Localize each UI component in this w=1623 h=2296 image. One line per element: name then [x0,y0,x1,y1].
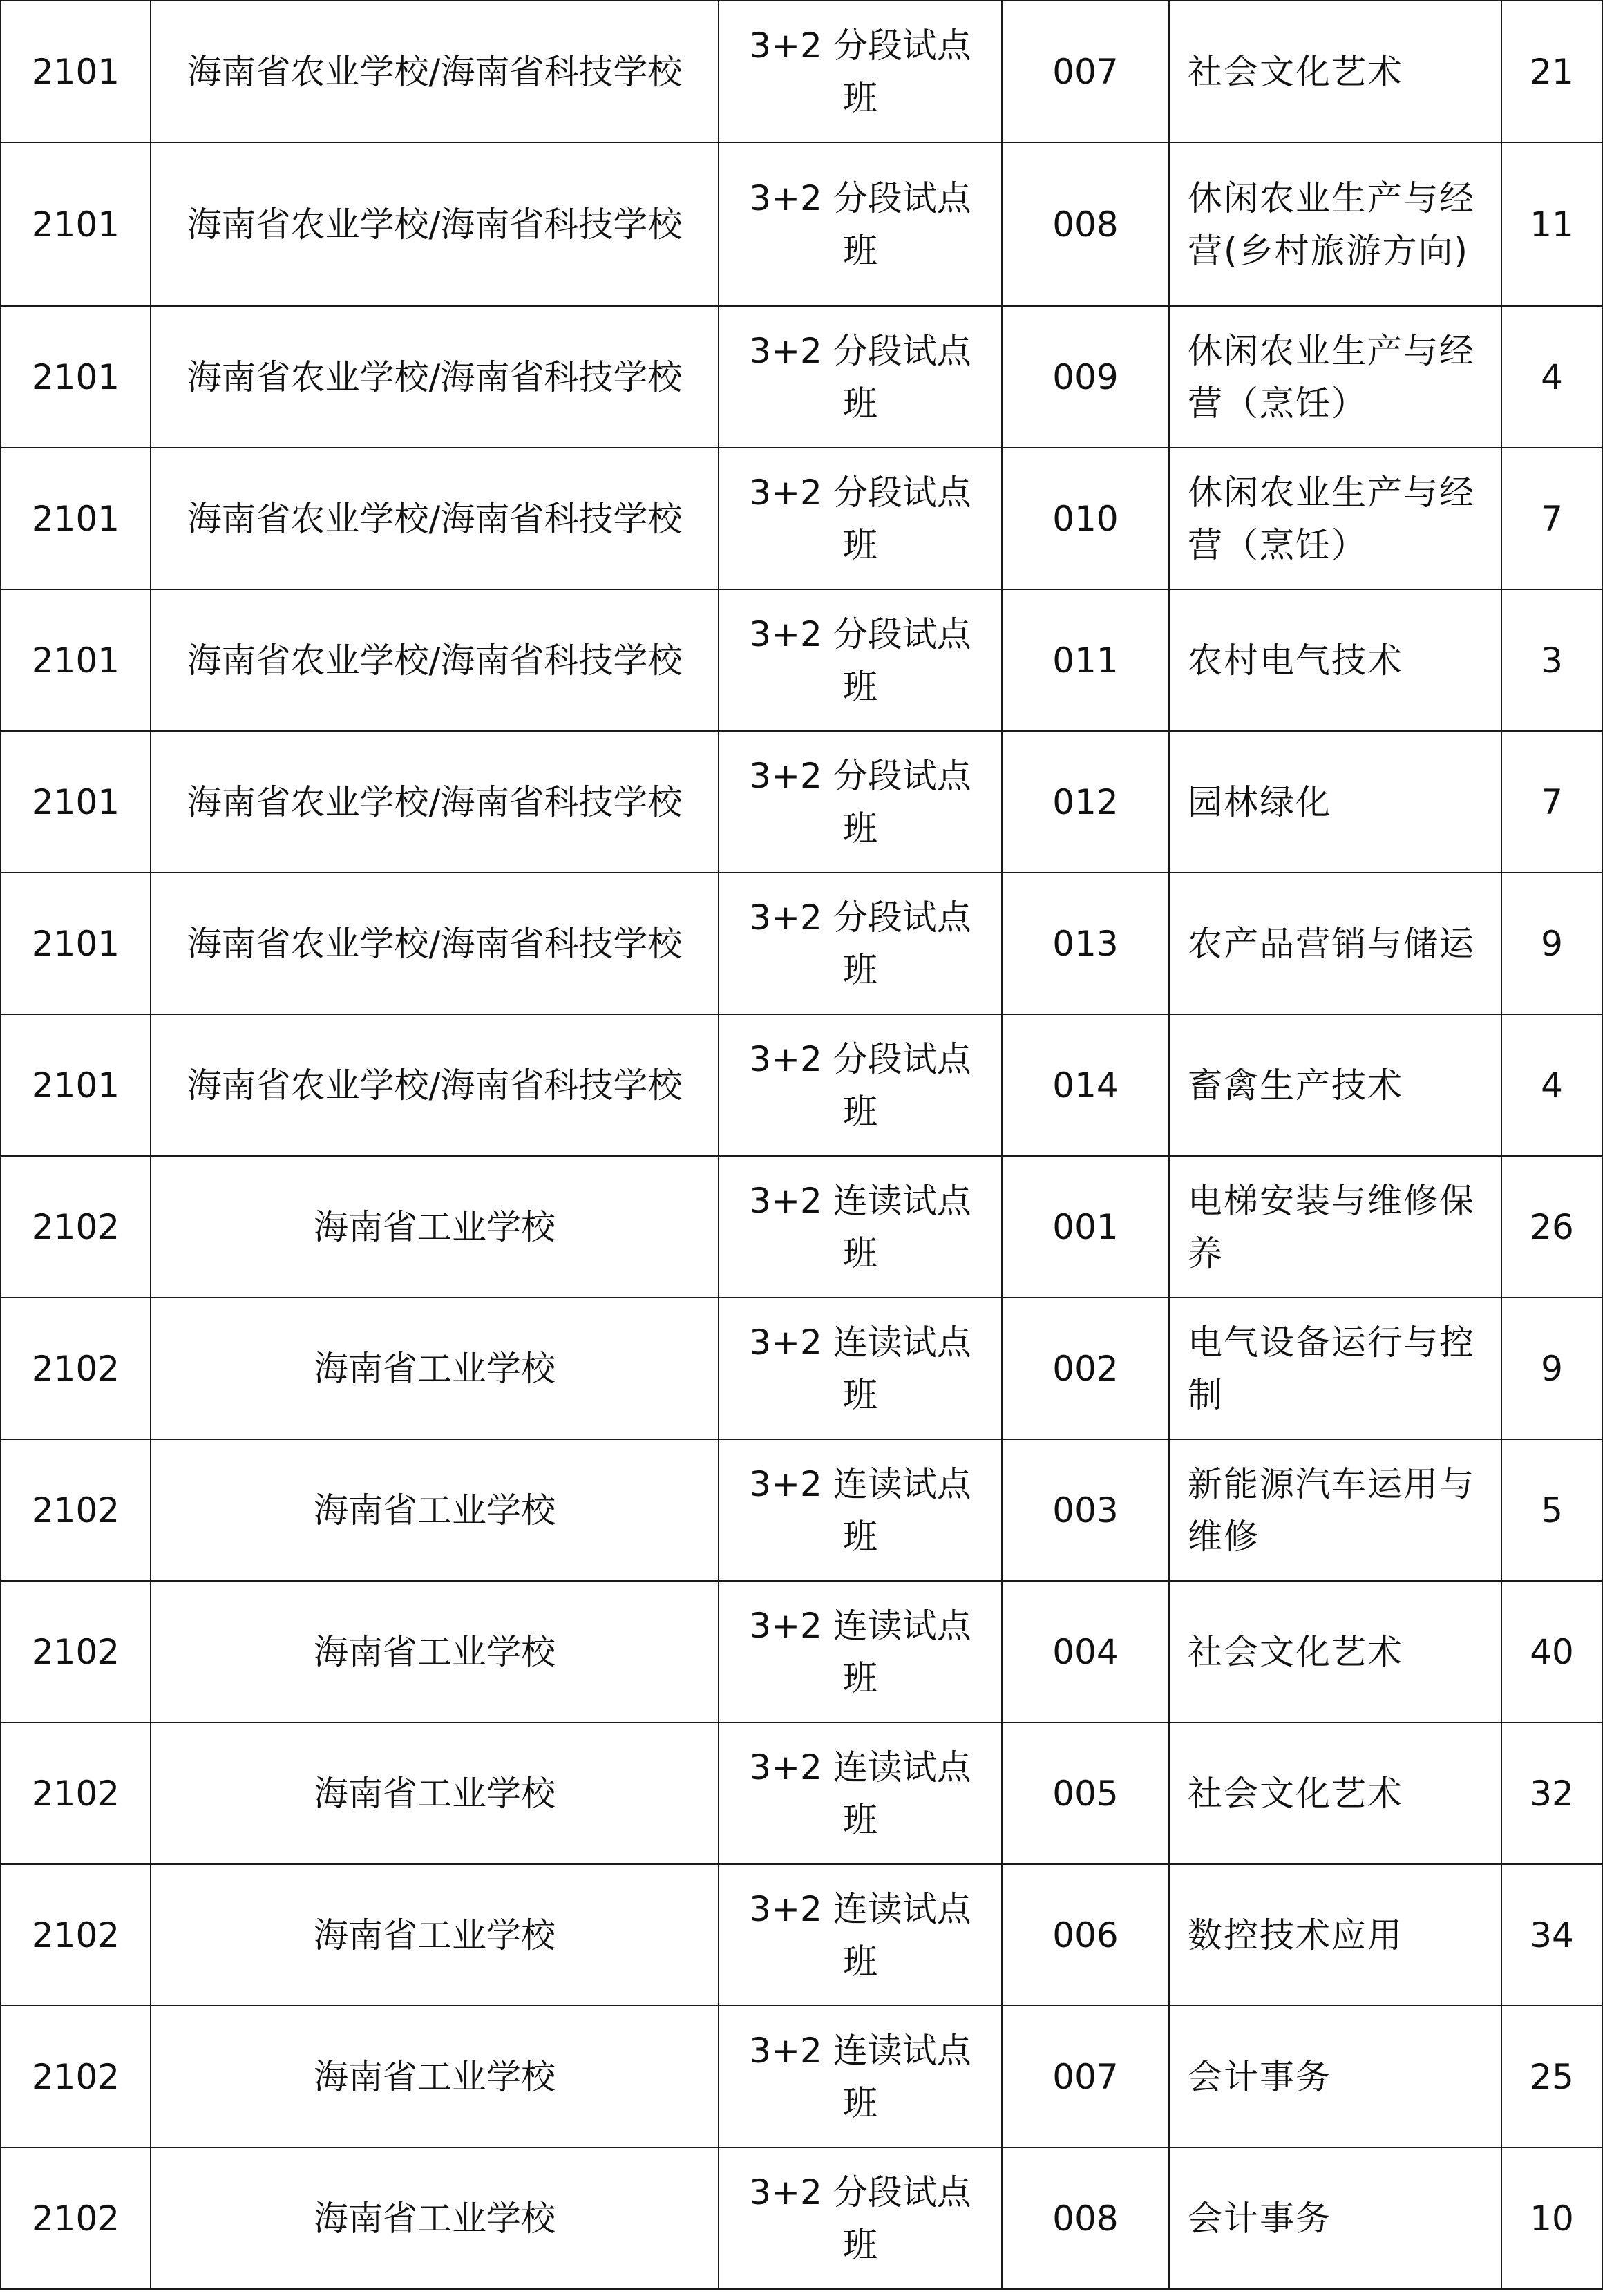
quota-count-cell: 5 [1501,1439,1602,1581]
school-name-cell: 海南省工业学校 [151,2006,719,2147]
program-type-cell: 3+2 连读试点班 [719,2006,1002,2147]
program-type-cell: 3+2 分段试点班 [719,306,1002,448]
quota-count-cell: 40 [1501,1581,1602,1723]
program-type-cell: 3+2 连读试点班 [719,1864,1002,2006]
school-name-cell: 海南省农业学校/海南省科技学校 [151,731,719,873]
major-name-cell: 社会文化艺术 [1169,1723,1501,1864]
school-name-cell: 海南省工业学校 [151,1439,719,1581]
quota-count-cell: 7 [1501,731,1602,873]
major-code-cell: 008 [1002,2147,1169,2289]
table-row [1,1156,1602,1298]
school-code-cell: 2101 [1,731,151,873]
school-code-cell: 2101 [1,306,151,448]
major-code-cell: 004 [1002,1581,1169,1723]
school-code-cell: 2102 [1,1581,151,1723]
school-code-cell: 2102 [1,2147,151,2289]
school-code-cell: 2102 [1,1156,151,1298]
table-row [1,1864,1602,2006]
school-code-cell: 2102 [1,2006,151,2147]
program-type-cell: 3+2 连读试点班 [719,1723,1002,1864]
major-name-cell: 畜禽生产技术 [1169,1014,1501,1156]
table-body [1,1,1602,2289]
major-code-cell: 012 [1002,731,1169,873]
table-row [1,1723,1602,1864]
table-row [1,306,1602,448]
table-row [1,2147,1602,2289]
major-code-cell: 005 [1002,1723,1169,1864]
major-code-cell: 010 [1002,448,1169,589]
school-name-cell: 海南省工业学校 [151,1581,719,1723]
major-code-cell: 008 [1002,142,1169,306]
program-type-cell: 3+2 连读试点班 [719,1298,1002,1439]
quota-count-cell: 4 [1501,306,1602,448]
school-code-cell: 2102 [1,1298,151,1439]
school-code-cell: 2101 [1,142,151,306]
major-name-cell: 会计事务 [1169,2006,1501,2147]
school-name-cell: 海南省工业学校 [151,1864,719,2006]
school-name-cell: 海南省工业学校 [151,1723,719,1864]
school-name-cell: 海南省农业学校/海南省科技学校 [151,1,719,142]
major-name-cell: 社会文化艺术 [1169,1581,1501,1723]
quota-count-cell: 21 [1501,1,1602,142]
quota-count-cell: 32 [1501,1723,1602,1864]
major-name-cell: 数控技术应用 [1169,1864,1501,2006]
major-code-cell: 007 [1002,1,1169,142]
table-row [1,448,1602,589]
program-type-cell: 3+2 分段试点班 [719,2147,1002,2289]
quota-count-cell: 3 [1501,589,1602,731]
major-name-cell: 休闲农业生产与经营（烹饪） [1169,448,1501,589]
school-name-cell: 海南省工业学校 [151,1298,719,1439]
school-name-cell: 海南省农业学校/海南省科技学校 [151,306,719,448]
quota-count-cell: 25 [1501,2006,1602,2147]
quota-count-cell: 26 [1501,1156,1602,1298]
table-row [1,731,1602,873]
table-row [1,1439,1602,1581]
program-type-cell: 3+2 连读试点班 [719,1156,1002,1298]
school-code-cell: 2101 [1,589,151,731]
table-row [1,2006,1602,2147]
major-name-cell: 农村电气技术 [1169,589,1501,731]
school-name-cell: 海南省农业学校/海南省科技学校 [151,142,719,306]
major-name-cell: 休闲农业生产与经营(乡村旅游方向) [1169,142,1501,306]
major-code-cell: 003 [1002,1439,1169,1581]
table-row [1,1298,1602,1439]
school-name-cell: 海南省工业学校 [151,2147,719,2289]
major-name-cell: 农产品营销与储运 [1169,873,1501,1014]
major-name-cell: 电梯安装与维修保养 [1169,1156,1501,1298]
school-name-cell: 海南省农业学校/海南省科技学校 [151,589,719,731]
quota-count-cell: 34 [1501,1864,1602,2006]
program-type-cell: 3+2 连读试点班 [719,1439,1002,1581]
table-row [1,142,1602,306]
table-row [1,873,1602,1014]
major-code-cell: 007 [1002,2006,1169,2147]
program-type-cell: 3+2 分段试点班 [719,589,1002,731]
major-name-cell: 会计事务 [1169,2147,1501,2289]
program-type-cell: 3+2 分段试点班 [719,142,1002,306]
major-name-cell: 休闲农业生产与经营（烹饪） [1169,306,1501,448]
table-row [1,1,1602,142]
major-name-cell: 社会文化艺术 [1169,1,1501,142]
program-type-cell: 3+2 分段试点班 [719,873,1002,1014]
program-type-cell: 3+2 分段试点班 [719,448,1002,589]
quota-count-cell: 4 [1501,1014,1602,1156]
major-name-cell: 园林绿化 [1169,731,1501,873]
program-type-cell: 3+2 分段试点班 [719,1014,1002,1156]
program-type-cell: 3+2 分段试点班 [719,731,1002,873]
quota-count-cell: 11 [1501,142,1602,306]
table-row [1,589,1602,731]
program-type-cell: 3+2 连读试点班 [719,1581,1002,1723]
quota-count-cell: 7 [1501,448,1602,589]
major-code-cell: 011 [1002,589,1169,731]
school-code-cell: 2101 [1,1014,151,1156]
quota-count-cell: 10 [1501,2147,1602,2289]
school-name-cell: 海南省农业学校/海南省科技学校 [151,873,719,1014]
major-code-cell: 009 [1002,306,1169,448]
major-code-cell: 006 [1002,1864,1169,2006]
school-code-cell: 2101 [1,448,151,589]
program-type-cell: 3+2 分段试点班 [719,1,1002,142]
table-row [1,1581,1602,1723]
quota-count-cell: 9 [1501,873,1602,1014]
major-code-cell: 014 [1002,1014,1169,1156]
school-name-cell: 海南省农业学校/海南省科技学校 [151,1014,719,1156]
school-name-cell: 海南省农业学校/海南省科技学校 [151,448,719,589]
major-code-cell: 002 [1002,1298,1169,1439]
major-code-cell: 013 [1002,873,1169,1014]
school-code-cell: 2102 [1,1723,151,1864]
school-name-cell: 海南省工业学校 [151,1156,719,1298]
major-code-cell: 001 [1002,1156,1169,1298]
quota-count-cell: 9 [1501,1298,1602,1439]
school-code-cell: 2102 [1,1439,151,1581]
table-row [1,1014,1602,1156]
school-code-cell: 2101 [1,873,151,1014]
school-code-cell: 2101 [1,1,151,142]
major-name-cell: 电气设备运行与控制 [1169,1298,1501,1439]
major-name-cell: 新能源汽车运用与维修 [1169,1439,1501,1581]
school-code-cell: 2102 [1,1864,151,2006]
